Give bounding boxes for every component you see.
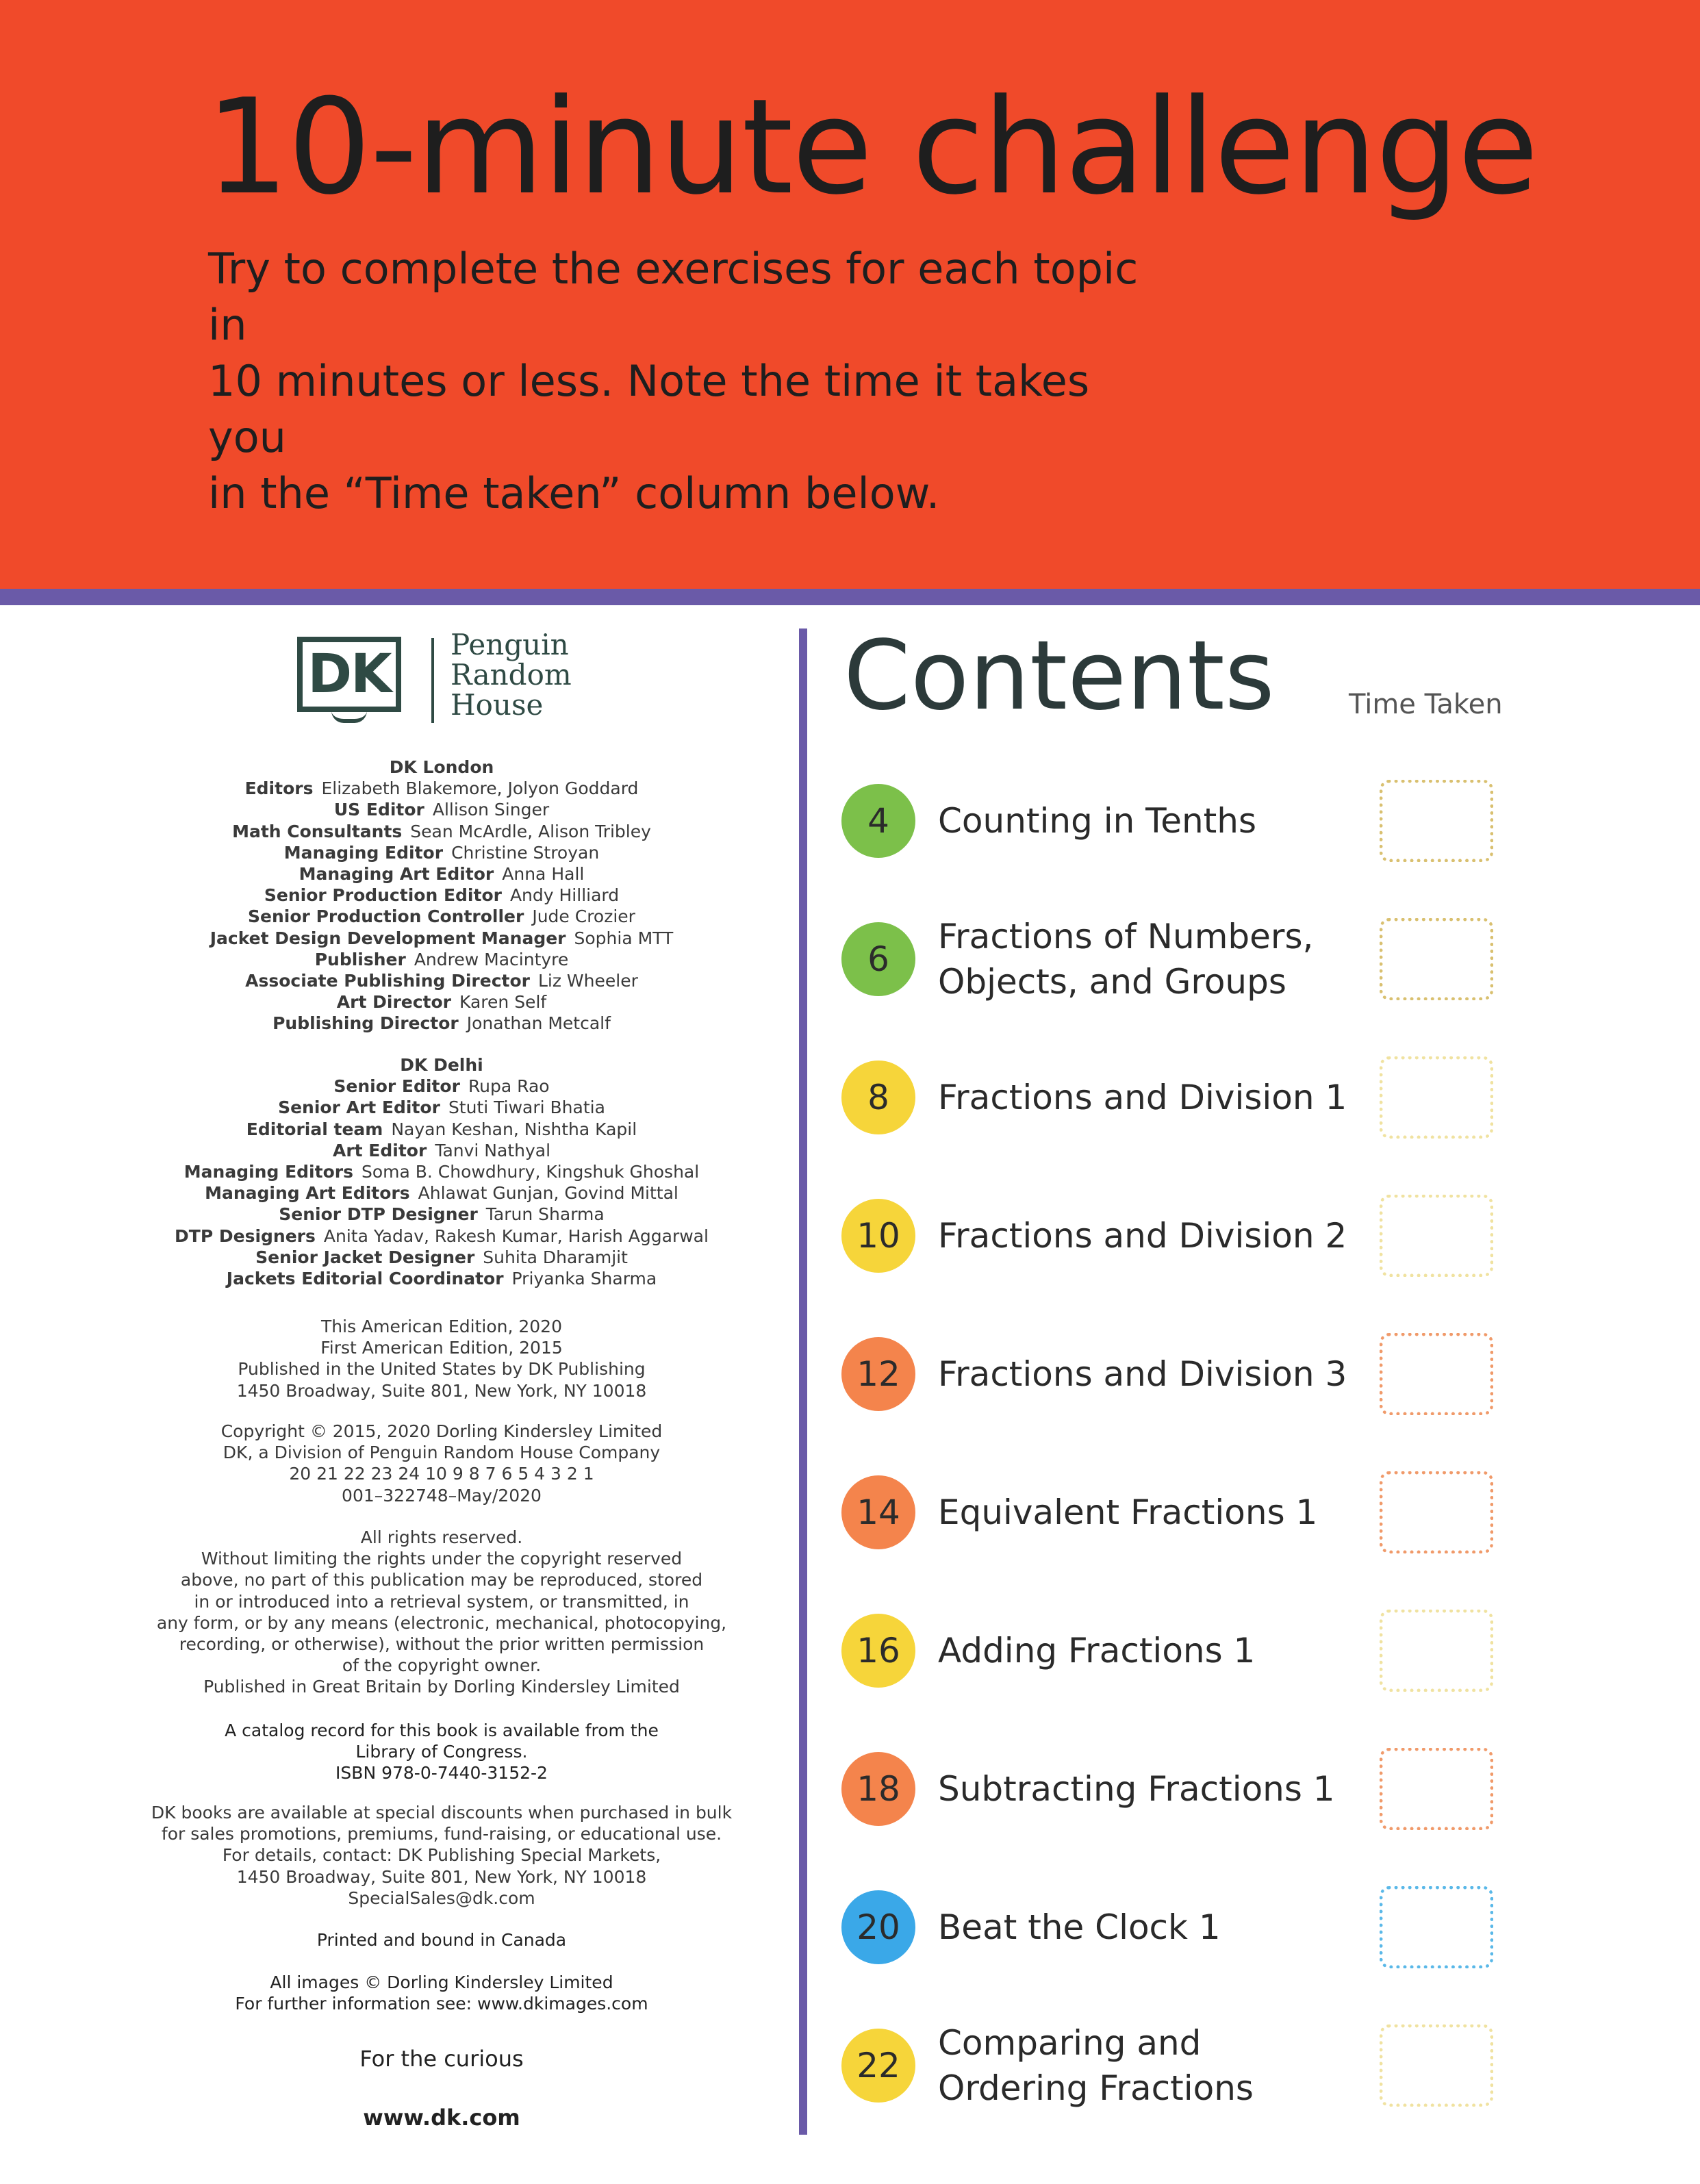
credit-role: Publishing Director [272, 1013, 459, 1034]
page-number-badge: 20 [841, 1890, 915, 1964]
credit-names: Stuti Tiwari Bhatia [448, 1097, 605, 1118]
credit-row [130, 821, 753, 842]
credit-names: Priyanka Sharma [511, 1269, 657, 1289]
page-number-badge: 4 [841, 784, 915, 858]
credit-row [130, 1182, 753, 1204]
info-line: For further information see: www.dkimages.com [235, 1994, 648, 2014]
time-taken-header: Time Taken [1349, 689, 1503, 720]
credit-names: Ahlawat Gunjan, Govind Mittal [418, 1183, 678, 1204]
credit-names: Tanvi Nathyal [435, 1140, 551, 1160]
dk-london-credits [130, 757, 753, 1034]
topic-title-line: Fractions and Division 2 [938, 1216, 1347, 1256]
credit-row [130, 928, 753, 949]
credits-heading: DK Delhi [400, 1055, 483, 1075]
challenge-line: in the “Time taken” column below. [208, 468, 940, 518]
info-line: A catalog record for this book is available from the [225, 1720, 659, 1740]
credit-row [130, 1161, 753, 1182]
topic-title-line: Comparing and [938, 2023, 1202, 2063]
penguin-random-house-wordmark [451, 630, 572, 720]
info-line: above, no part of this publication may be reproduced, stored [180, 1570, 703, 1590]
edition-info [130, 1316, 753, 1401]
credit-role: Senior Production Editor [264, 885, 502, 906]
credit-row [130, 906, 753, 927]
dk-delhi-credits [130, 1054, 753, 1289]
topic-title [938, 1213, 1347, 1258]
topic-title-line: Counting in Tenths [938, 801, 1257, 841]
credit-names: Jude Crozier [532, 906, 635, 927]
info-line: First American Edition, 2015 [320, 1338, 563, 1358]
credit-names: Soma B. Chowdhury, Kingshuk Ghoshal [361, 1162, 700, 1182]
credit-names: Nayan Keshan, Nishtha Kapil [391, 1119, 637, 1139]
credit-role: Publisher [314, 949, 406, 969]
page-number-badge: 10 [841, 1199, 915, 1273]
topic-title-line: Adding Fractions 1 [938, 1631, 1256, 1671]
info-line: for sales promotions, premiums, fund-raising, or educational use. [161, 1824, 722, 1844]
time-taken-box[interactable] [1380, 1748, 1493, 1830]
time-taken-box[interactable] [1380, 1056, 1493, 1139]
info-line: Published in Great Britain by Dorling Kindersley Limited [203, 1677, 680, 1697]
wordmark-line: Penguin [451, 628, 569, 661]
credit-role: Jackets Editorial Coordinator [226, 1269, 504, 1289]
info-line: All rights reserved. [360, 1527, 523, 1547]
catalog-record [130, 1720, 753, 1784]
time-taken-box[interactable] [1380, 2024, 1493, 2107]
contents-title: Contents [843, 620, 1275, 732]
contents-item[interactable] [839, 915, 1523, 1011]
image-credits [130, 1972, 753, 2014]
topic-title [938, 1628, 1255, 1673]
credit-role: Senior Editor [333, 1076, 460, 1097]
challenge-line: Try to complete the exercises for each topic in [208, 244, 1139, 350]
credit-names: Christine Stroyan [451, 842, 600, 863]
printed-in: Printed and bound in Canada [316, 1930, 567, 1950]
page-number-badge: 8 [841, 1061, 915, 1134]
topic-title-line: Equivalent Fractions 1 [938, 1493, 1318, 1532]
special-sales-info [130, 1802, 753, 1909]
time-taken-box[interactable] [1380, 1471, 1493, 1553]
info-line: Library of Congress. [355, 1742, 528, 1762]
publisher-logo [297, 630, 592, 733]
credit-names: Suhita Dharamjit [483, 1247, 628, 1267]
credit-role: Managing Art Editor [299, 864, 494, 885]
credit-names: Andrew Macintyre [414, 949, 569, 969]
credit-row [130, 970, 753, 991]
wordmark-line: House [451, 688, 544, 722]
time-taken-box[interactable] [1380, 1610, 1493, 1692]
credit-role: Associate Publishing Director [245, 971, 530, 991]
topic-title-line: Ordering Fractions [938, 2068, 1254, 2108]
book-icon [331, 711, 367, 723]
copyright-info [130, 1421, 753, 1506]
page-number-badge: 14 [841, 1475, 915, 1549]
credit-names: Rupa Rao [468, 1076, 550, 1097]
credit-row [130, 778, 753, 799]
contents-item[interactable] [839, 1607, 1523, 1703]
credit-role: Editorial team [246, 1119, 383, 1139]
topic-title [938, 914, 1313, 1004]
credit-role: US Editor [333, 800, 424, 820]
credit-row [130, 1076, 753, 1097]
info-line: All images © Dorling Kindersley Limited [270, 1972, 613, 1992]
credit-names: Anna Hall [502, 864, 585, 885]
contents-item[interactable] [839, 777, 1523, 873]
topic-title-line: Fractions of Numbers, [938, 917, 1314, 956]
challenge-title: 10-minute challenge [205, 71, 1538, 224]
credit-row [130, 1140, 753, 1161]
credit-role: Managing Art Editors [205, 1183, 410, 1204]
wordmark-line: Random [451, 658, 572, 691]
credit-names: Sean McArdle, Alison Tribley [410, 821, 651, 841]
credit-row [130, 885, 753, 906]
topic-title-line: Fractions and Division 3 [938, 1354, 1347, 1394]
contents-item[interactable] [839, 1054, 1523, 1150]
info-line: 001–322748–May/2020 [342, 1485, 542, 1506]
topic-title-line: Subtracting Fractions 1 [938, 1769, 1335, 1809]
rights-notice [130, 1527, 753, 1698]
credit-row [130, 1013, 753, 1034]
credit-names: Karen Self [459, 992, 547, 1013]
dk-logo: DK [297, 637, 401, 712]
topic-title [938, 1351, 1347, 1397]
topic-title-line: Beat the Clock 1 [938, 1907, 1221, 1947]
page-number-badge: 6 [841, 922, 915, 996]
credit-row [130, 799, 753, 820]
logo-divider [431, 638, 434, 723]
credit-names: Liz Wheeler [537, 971, 638, 991]
info-line: in or introduced into a retrieval system, or transmitted, in [194, 1591, 689, 1612]
info-line: ISBN 978-0-7440-3152-2 [335, 1763, 548, 1783]
info-line: DK, a Division of Penguin Random House Company [223, 1443, 661, 1463]
credit-role: Senior Production Controller [248, 906, 524, 927]
page-number-badge: 16 [841, 1614, 915, 1688]
credit-names: Tarun Sharma [485, 1204, 605, 1225]
topic-title [938, 2020, 1254, 2111]
credit-row [130, 1247, 753, 1268]
info-line: any form, or by any means (electronic, mechanical, photocopying, [156, 1612, 727, 1633]
contents-item[interactable] [839, 1745, 1523, 1841]
column-divider [799, 628, 807, 2135]
credit-role: Math Consultants [232, 821, 403, 841]
page-number-badge: 18 [841, 1752, 915, 1826]
contents-item[interactable] [839, 1192, 1523, 1288]
time-taken-box[interactable] [1380, 1195, 1493, 1277]
topic-title [938, 1075, 1347, 1120]
credit-role: Jacket Design Development Manager [210, 928, 566, 948]
topic-title [938, 1766, 1335, 1812]
credit-role: DTP Designers [175, 1226, 316, 1246]
credit-row [130, 949, 753, 970]
tagline: For the curious [359, 2046, 524, 2072]
credit-role: Senior Jacket Designer [255, 1247, 475, 1267]
page-number-badge: 22 [841, 2029, 915, 2103]
credit-row [130, 991, 753, 1013]
credit-names: Elizabeth Blakemore, Jolyon Goddard [321, 778, 639, 799]
banner-stripe [0, 589, 1700, 605]
info-line: Copyright © 2015, 2020 Dorling Kindersley Limited [220, 1421, 663, 1441]
topic-title [938, 1490, 1317, 1535]
info-line: of the copyright owner. [342, 1655, 542, 1676]
info-line: 1450 Broadway, Suite 801, New York, NY 10018 [236, 1380, 647, 1401]
credit-names: Allison Singer [432, 800, 550, 820]
info-line: recording, or otherwise), without the prior written permission [179, 1634, 705, 1655]
credit-role: Art Editor [332, 1140, 427, 1160]
credit-row [130, 1226, 753, 1247]
credits-heading: DK London [389, 757, 494, 777]
info-line: For details, contact: DK Publishing Special Markets, [222, 1845, 661, 1866]
credit-row [130, 1268, 753, 1289]
credit-row [130, 1119, 753, 1140]
challenge-line: 10 minutes or less. Note the time it takes you [208, 356, 1090, 462]
info-line: Published in the United States by DK Publishing [238, 1359, 646, 1380]
credit-role: Art Director [336, 992, 452, 1013]
topic-title-line: Fractions and Division 1 [938, 1078, 1347, 1117]
time-taken-box[interactable] [1380, 1886, 1493, 1968]
credit-names: Andy Hilliard [509, 885, 620, 906]
credit-row [130, 1097, 753, 1118]
time-taken-box[interactable] [1380, 780, 1493, 862]
credit-names: Sophia MTT [574, 928, 674, 948]
challenge-instructions [208, 241, 1167, 522]
credit-role: Managing Editors [183, 1162, 353, 1182]
contents-item[interactable] [839, 1883, 1523, 1979]
credit-role: Managing Editor [283, 842, 444, 863]
info-line: 20 21 22 23 24 10 9 8 7 6 5 4 3 2 1 [289, 1464, 594, 1484]
info-line: SpecialSales@dk.com [348, 1888, 535, 1908]
credit-row [130, 1204, 753, 1225]
credit-names: Anita Yadav, Rakesh Kumar, Harish Aggarwal [323, 1226, 709, 1246]
topic-title [938, 798, 1256, 843]
website-link[interactable]: www.dk.com [363, 2105, 520, 2131]
time-taken-box[interactable] [1380, 918, 1493, 1000]
credit-row [130, 863, 753, 885]
topic-title [938, 1905, 1221, 1950]
time-taken-box[interactable] [1380, 1333, 1493, 1415]
page-number-badge: 12 [841, 1337, 915, 1411]
info-line: 1450 Broadway, Suite 801, New York, NY 10018 [236, 1866, 647, 1887]
contents-item[interactable] [839, 2022, 1523, 2118]
credit-row [130, 842, 753, 863]
credit-role: Editors [244, 778, 314, 799]
info-line: DK books are available at special discounts when purchased in bulk [151, 1803, 733, 1823]
contents-item[interactable] [839, 1330, 1523, 1426]
credit-role: Senior DTP Designer [279, 1204, 478, 1225]
contents-item[interactable] [839, 1469, 1523, 1564]
info-line: This American Edition, 2020 [321, 1317, 562, 1336]
topic-title-line: Objects, and Groups [938, 962, 1286, 1002]
info-line: Without limiting the rights under the copyright reserved [201, 1549, 683, 1569]
credit-names: Jonathan Metcalf [466, 1013, 611, 1034]
credit-role: Senior Art Editor [278, 1097, 440, 1118]
